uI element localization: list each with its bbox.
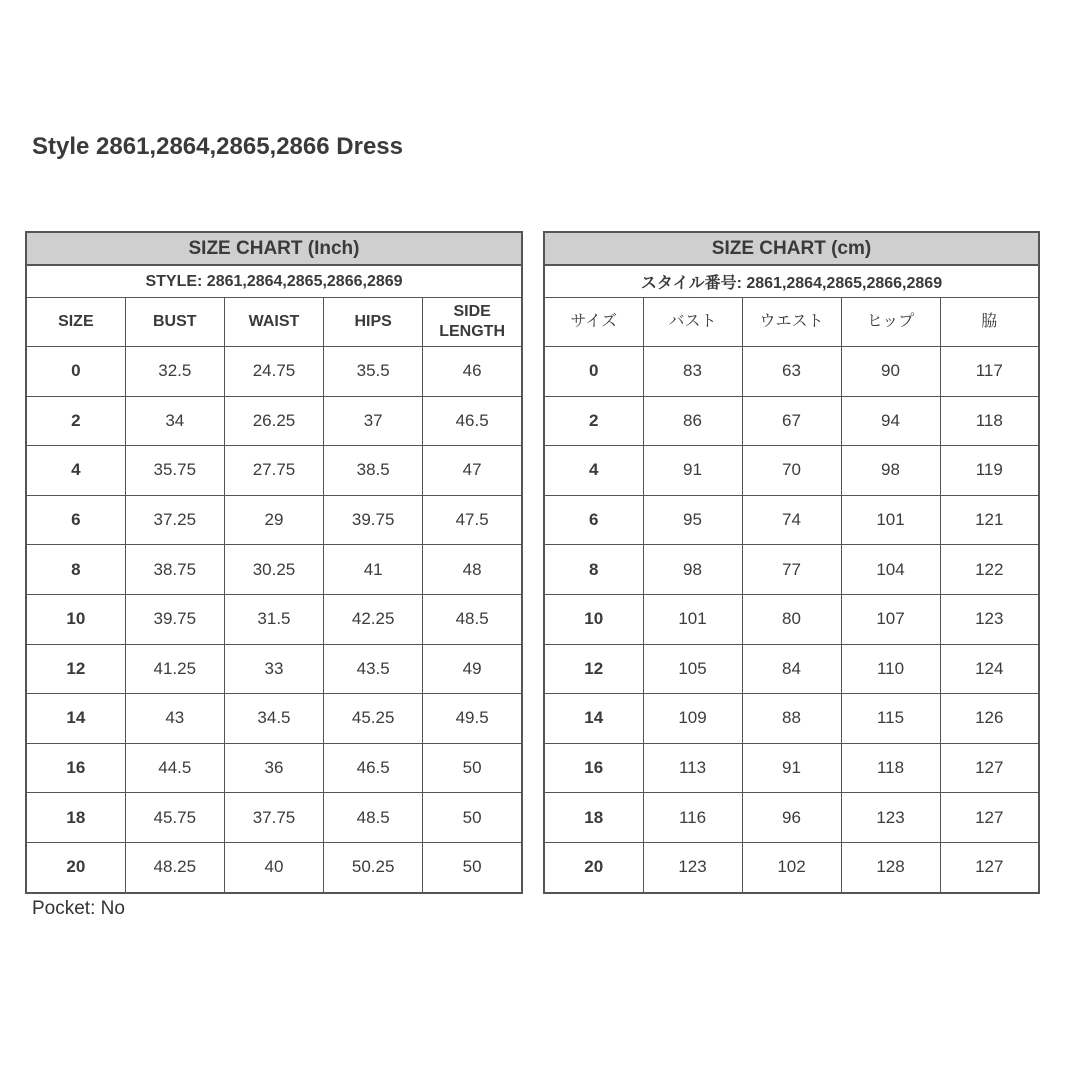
table-row bbox=[544, 743, 1039, 793]
bust-cell: 32.5 bbox=[125, 347, 224, 397]
side-length-cell: 124 bbox=[940, 644, 1039, 694]
hips-cell: 37 bbox=[324, 396, 423, 446]
column-header-bust: BUST bbox=[125, 298, 224, 347]
table-row bbox=[26, 495, 522, 545]
bust-cell: 95 bbox=[643, 495, 742, 545]
side-length-cell: 122 bbox=[940, 545, 1039, 595]
bust-cell: 91 bbox=[643, 446, 742, 496]
waist-cell: 26.25 bbox=[224, 396, 323, 446]
size-cell: 0 bbox=[544, 347, 643, 397]
column-header-side-length: SIDE LENGTH bbox=[423, 298, 522, 347]
table-row bbox=[544, 694, 1039, 744]
side-length-cell: 49.5 bbox=[423, 694, 522, 744]
bust-cell: 43 bbox=[125, 694, 224, 744]
table-row bbox=[544, 793, 1039, 843]
table-row bbox=[544, 842, 1039, 892]
table-row bbox=[26, 446, 522, 496]
table-row bbox=[26, 396, 522, 446]
waist-cell: 33 bbox=[224, 644, 323, 694]
page-title: Style 2861,2864,2865,2866 Dress bbox=[32, 133, 403, 160]
hips-cell: 39.75 bbox=[324, 495, 423, 545]
hips-cell: 128 bbox=[841, 842, 940, 892]
hips-cell: 35.5 bbox=[324, 347, 423, 397]
size-cell: 8 bbox=[544, 545, 643, 595]
bust-cell: 45.75 bbox=[125, 793, 224, 843]
side-length-cell: 50 bbox=[423, 793, 522, 843]
hips-cell: 46.5 bbox=[324, 743, 423, 793]
waist-cell: 74 bbox=[742, 495, 841, 545]
side-length-cell: 47.5 bbox=[423, 495, 522, 545]
column-header-hips: ヒップ bbox=[841, 298, 940, 347]
table-row bbox=[544, 594, 1039, 644]
size-cell: 10 bbox=[544, 594, 643, 644]
bust-cell: 101 bbox=[643, 594, 742, 644]
side-length-cell: 47 bbox=[423, 446, 522, 496]
hips-cell: 42.25 bbox=[324, 594, 423, 644]
size-cell: 4 bbox=[544, 446, 643, 496]
inch-table-body bbox=[26, 347, 522, 893]
bust-cell: 38.75 bbox=[125, 545, 224, 595]
bust-cell: 35.75 bbox=[125, 446, 224, 496]
bust-cell: 105 bbox=[643, 644, 742, 694]
size-cell: 18 bbox=[26, 793, 125, 843]
side-length-cell: 49 bbox=[423, 644, 522, 694]
column-header-row bbox=[544, 298, 1039, 347]
waist-cell: 30.25 bbox=[224, 545, 323, 595]
hips-cell: 104 bbox=[841, 545, 940, 595]
column-header-row bbox=[26, 298, 522, 347]
waist-cell: 40 bbox=[224, 842, 323, 892]
side-length-cell: 126 bbox=[940, 694, 1039, 744]
table-row bbox=[544, 396, 1039, 446]
bust-cell: 37.25 bbox=[125, 495, 224, 545]
table-row bbox=[544, 644, 1039, 694]
hips-cell: 101 bbox=[841, 495, 940, 545]
hips-cell: 107 bbox=[841, 594, 940, 644]
size-cell: 18 bbox=[544, 793, 643, 843]
style-numbers: スタイル番号: 2861,2864,2865,2866,2869 bbox=[544, 265, 1039, 298]
table-row bbox=[26, 743, 522, 793]
side-length-cell: 127 bbox=[940, 743, 1039, 793]
side-length-cell: 118 bbox=[940, 396, 1039, 446]
column-header-size: SIZE bbox=[26, 298, 125, 347]
bust-cell: 83 bbox=[643, 347, 742, 397]
waist-cell: 63 bbox=[742, 347, 841, 397]
waist-cell: 70 bbox=[742, 446, 841, 496]
column-header-waist: WAIST bbox=[224, 298, 323, 347]
table-row bbox=[26, 842, 522, 892]
column-header-waist: ウエスト bbox=[742, 298, 841, 347]
table-row bbox=[26, 594, 522, 644]
waist-cell: 96 bbox=[742, 793, 841, 843]
side-length-cell: 48.5 bbox=[423, 594, 522, 644]
hips-cell: 115 bbox=[841, 694, 940, 744]
style-row bbox=[544, 265, 1039, 298]
size-chart-cm-table bbox=[543, 231, 1040, 894]
waist-cell: 31.5 bbox=[224, 594, 323, 644]
size-cell: 20 bbox=[26, 842, 125, 892]
size-cell: 12 bbox=[26, 644, 125, 694]
waist-cell: 88 bbox=[742, 694, 841, 744]
waist-cell: 84 bbox=[742, 644, 841, 694]
size-cell: 16 bbox=[26, 743, 125, 793]
side-length-cell: 46 bbox=[423, 347, 522, 397]
column-header-bust: バスト bbox=[643, 298, 742, 347]
size-cell: 20 bbox=[544, 842, 643, 892]
size-cell: 16 bbox=[544, 743, 643, 793]
size-chart-inch-table bbox=[25, 231, 523, 894]
waist-cell: 27.75 bbox=[224, 446, 323, 496]
size-cell: 6 bbox=[544, 495, 643, 545]
hips-cell: 118 bbox=[841, 743, 940, 793]
bust-cell: 86 bbox=[643, 396, 742, 446]
waist-cell: 34.5 bbox=[224, 694, 323, 744]
size-cell: 2 bbox=[544, 396, 643, 446]
hips-cell: 94 bbox=[841, 396, 940, 446]
waist-cell: 102 bbox=[742, 842, 841, 892]
waist-cell: 80 bbox=[742, 594, 841, 644]
table-row bbox=[544, 446, 1039, 496]
side-length-cell: 46.5 bbox=[423, 396, 522, 446]
waist-cell: 24.75 bbox=[224, 347, 323, 397]
side-length-cell: 121 bbox=[940, 495, 1039, 545]
bust-cell: 41.25 bbox=[125, 644, 224, 694]
size-cell: 0 bbox=[26, 347, 125, 397]
side-length-cell: 127 bbox=[940, 842, 1039, 892]
table-title: SIZE CHART (Inch) bbox=[26, 232, 522, 265]
pocket-note: Pocket: No bbox=[32, 898, 125, 919]
table-row bbox=[26, 694, 522, 744]
bust-cell: 48.25 bbox=[125, 842, 224, 892]
size-cell: 2 bbox=[26, 396, 125, 446]
table-row bbox=[544, 545, 1039, 595]
table-row bbox=[26, 793, 522, 843]
size-cell: 14 bbox=[544, 694, 643, 744]
style-row bbox=[26, 265, 522, 298]
size-cell: 8 bbox=[26, 545, 125, 595]
table-row bbox=[26, 644, 522, 694]
size-cell: 6 bbox=[26, 495, 125, 545]
hips-cell: 38.5 bbox=[324, 446, 423, 496]
hips-cell: 123 bbox=[841, 793, 940, 843]
side-length-cell: 50 bbox=[423, 842, 522, 892]
side-length-cell: 48 bbox=[423, 545, 522, 595]
bust-cell: 98 bbox=[643, 545, 742, 595]
table-title: SIZE CHART (cm) bbox=[544, 232, 1039, 265]
style-numbers: STYLE: 2861,2864,2865,2866,2869 bbox=[26, 265, 522, 298]
bust-cell: 34 bbox=[125, 396, 224, 446]
waist-cell: 91 bbox=[742, 743, 841, 793]
side-length-cell: 123 bbox=[940, 594, 1039, 644]
bust-cell: 123 bbox=[643, 842, 742, 892]
column-header-side-length: 脇 bbox=[940, 298, 1039, 347]
hips-cell: 41 bbox=[324, 545, 423, 595]
side-length-cell: 50 bbox=[423, 743, 522, 793]
hips-cell: 48.5 bbox=[324, 793, 423, 843]
bust-cell: 109 bbox=[643, 694, 742, 744]
table-title-row bbox=[544, 232, 1039, 265]
size-cell: 14 bbox=[26, 694, 125, 744]
hips-cell: 90 bbox=[841, 347, 940, 397]
waist-cell: 36 bbox=[224, 743, 323, 793]
size-cell: 10 bbox=[26, 594, 125, 644]
waist-cell: 29 bbox=[224, 495, 323, 545]
column-header-size: サイズ bbox=[544, 298, 643, 347]
size-cell: 12 bbox=[544, 644, 643, 694]
bust-cell: 113 bbox=[643, 743, 742, 793]
hips-cell: 98 bbox=[841, 446, 940, 496]
waist-cell: 37.75 bbox=[224, 793, 323, 843]
table-row bbox=[544, 347, 1039, 397]
table-row bbox=[544, 495, 1039, 545]
waist-cell: 77 bbox=[742, 545, 841, 595]
table-title-row bbox=[26, 232, 522, 265]
bust-cell: 39.75 bbox=[125, 594, 224, 644]
size-cell: 4 bbox=[26, 446, 125, 496]
hips-cell: 45.25 bbox=[324, 694, 423, 744]
table-row bbox=[26, 347, 522, 397]
side-length-cell: 127 bbox=[940, 793, 1039, 843]
column-header-hips: HIPS bbox=[324, 298, 423, 347]
side-length-cell: 117 bbox=[940, 347, 1039, 397]
bust-cell: 116 bbox=[643, 793, 742, 843]
side-length-cell: 119 bbox=[940, 446, 1039, 496]
table-row bbox=[26, 545, 522, 595]
cm-table-body bbox=[544, 347, 1039, 893]
hips-cell: 50.25 bbox=[324, 842, 423, 892]
bust-cell: 44.5 bbox=[125, 743, 224, 793]
waist-cell: 67 bbox=[742, 396, 841, 446]
hips-cell: 43.5 bbox=[324, 644, 423, 694]
hips-cell: 110 bbox=[841, 644, 940, 694]
